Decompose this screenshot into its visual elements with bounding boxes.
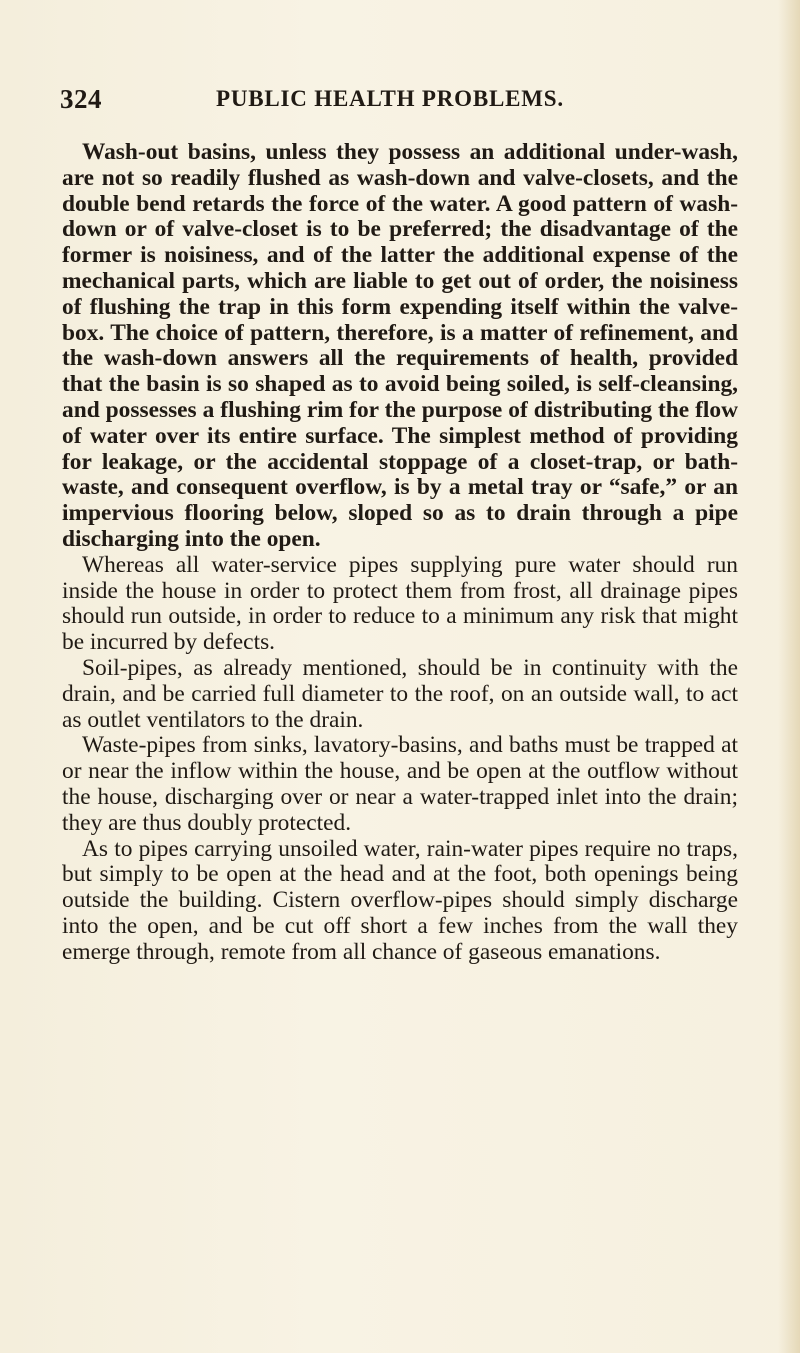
page-edge-shadow [778,0,800,1353]
page-number: 324 [60,84,102,114]
paragraph-water-service-pipes: Whereas all water-service pipes supplying pure water should run inside the house in order to protect them from frost, all drainage pipes should run outside, in order to reduce to a minimum any risk that might be incurred by defects. [62,551,738,656]
paragraph-soil-pipes: Soil-pipes, as already mentioned, should be in continuity with the drain, and be carried full diameter to the roof, on an outside wall, to act as outlet ventilators to the drain. [62,654,738,733]
page-header [60,84,740,120]
body-text [62,140,738,966]
running-title: PUBLIC HEALTH PROBLEMS. [216,86,564,111]
paragraph-unsoiled-water-pipes: As to pipes carrying unsoiled water, rain-water pipes require no traps, but simply to be open at the head and at the foot, both openings being outside the building. Cistern overflow-pipes should simply discharge into the open, and be cut off short a few inches from the wall they emerge through, remote from all chance of gaseous emanations. [62,835,738,965]
paragraph-waste-pipes: Waste-pipes from sinks, lavatory-basins, and baths must be trapped at or near the inflow within the house, and be open at the outflow without the house, discharging over or near a water-trapped inlet into the drain; they are thus doubly protected. [62,732,738,836]
paragraph-wash-out-basins: Wash-out basins, unless they possess an additional under-wash, are not so readily flushed as wash-down and valve-closets, and the double bend retards the force of the water. A good pattern of wash-down or of valve-closet is to be preferred; the disadvantage of the former is noisiness, and of the latter the additional expense of the mechanical parts, which are liable to get out of order, the noisiness of flushing the trap in this form expending itself within the valve-box. The choice of pattern, therefore, is a matter of refinement, and the wash-down answers all the requirements of health, provided that the basin is so shaped as to avoid being soiled, is self-cleansing, and possesses a flushing rim for the purpose of distributing the flow of water over its entire surface. The simplest method of providing for leakage, or the accidental stoppage of a closet-trap, or bath-waste, and consequent overflow, is by a metal tray or “safe,” or an impervious flooring below, sloped so as to drain through a pipe discharging into the open. [62,139,738,552]
